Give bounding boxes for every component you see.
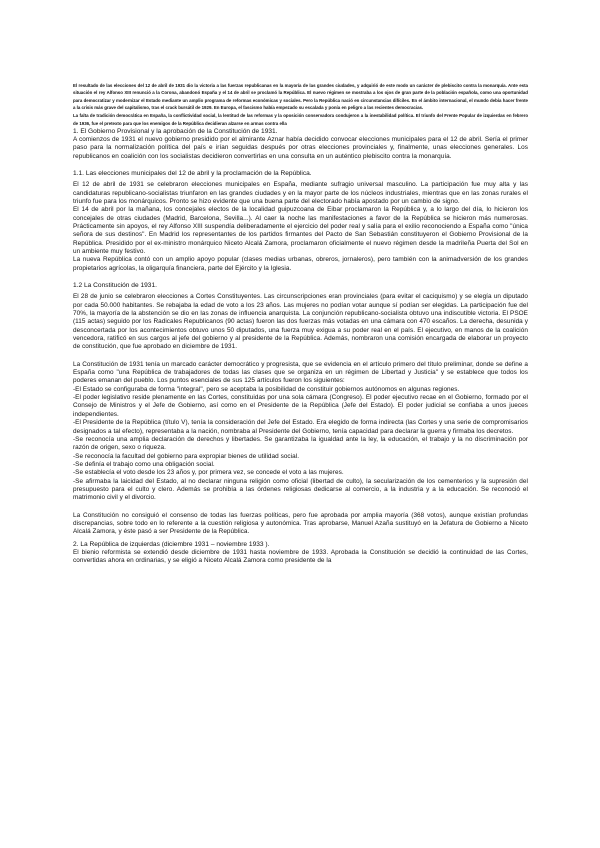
section-1-1 (73, 170, 528, 273)
paragraph: El 12 de abril de 1931 se celebraron elecciones municipales en España, mediante sufragio universal masculino. La participación fue muy alta y las candidaturas republicano-socialistas triunfaron en las grandes ciudades y en la mayor parte de los núcleos industriales, mientras que en las zonas rurales el triunfo fue para los monárquicos. Pronto se hizo evidente que una buena parte del electorado había apostado por un cambio de signo. (73, 181, 528, 206)
section-heading: 2. La República de izquierdas (diciembre 1931 – noviembre 1933 ). (73, 540, 270, 548)
paragraph: La nueva República contó con un amplio apoyo popular (clases medias urbanas, obreros, jornaleros), pero también con la animadversión de los grandes propietarios agrícolas, la oligarquía financiera, parte del Ejército y la Iglesia. (73, 256, 528, 272)
paragraph: El bienio reformista se extendió desde diciembre de 1931 hasta noviembre de 1933. Aprobada la Constitución se decidió la continuidad de las Cortes, convertidas ahora en ordinarias, y se eligió a Niceto Alcalá Zamora como presidente de la (73, 548, 528, 565)
paragraph: La Constitución de 1931 tenía un marcado carácter democrático y progresista, que se evidencia en el artículo primero del título preliminar, donde se define a España como "una República de trabajadores de todas las clases que se organiza en un régimen de Libertad y Justicia" y se establece que todos los poderes emanan del pueblo. Los puntos esenciales de sus 125 artículos fueron los siguientes: (73, 360, 528, 385)
list-item: -El poder legislativo reside plenamente en las Cortes, constituidas por una sola cámara (Congreso). El poder ejecutivo recae en el Gobierno, formado por el Consejo de Ministros y el Jefe de Gobierno, así como en el Presidente de la República (Jefe del Estado). El poder judicial se confiaba a unos jueces independientes. (73, 394, 528, 418)
paragraph: La Constitución no consiguió el consenso de todas las fuerzas políticas, pero fue aprobada por amplia mayoría (368 votos), aunque existían profundas discrepancias, sobre todo en lo referente a la cuestión religiosa y autonómica. Tras aprobarse, Manuel Azaña sustituyó en la Jefatura de Gobierno a Niceto Alcalá Zamora, y éste pasó a ser Presidente de la República. (73, 511, 528, 536)
list-item: -Se establecía el voto desde los 23 años y, por primera vez, se concede el voto a las mujeres. (73, 469, 344, 477)
list-item: -Se definía el trabajo como una obligación social. (73, 460, 215, 468)
section-2 (73, 541, 528, 566)
list-item: -Se afirmaba la laicidad del Estado, al no declarar ninguna religión como oficial (libertad de culto), la secularización de los cementerios y la supresión del presupuesto para el culto y clero. Además se prohibía a las órdenes religiosas dedicarse al comercio, a la industria y a la educación. Se reconoció el matrimonio civil y el divorcio. (73, 477, 528, 502)
section-1-2 (73, 282, 528, 536)
paragraph: El 14 de abril por la mañana, los concejales electos de la localidad guipuzcoana de Eibar proclamaron la República y, a lo largo del día, lo hicieron los concejales de otras ciudades (Madrid, Barcelona, Sevilla...). Al caer la noche las manifestaciones a favor de la República se hicieron más numerosas. Prácticamente sin apoyos, el rey Alfonso XIII suspendía deliberadamente el ejercicio del poder real y salía para el exilio reconociendo a España como "única señora de sus destinos". En Madrid los representantes de los partidos firmantes del Pacto de San Sebastián constituyeron el Gobierno Provisional de la República. Presidido por el ex-ministro monárquico Niceto Alcalá Zamora, proclamaron oficialmente el nuevo régimen desde la madrileña Puerta del Sol en un ambiente muy festivo. (73, 206, 528, 256)
section-heading: 1. El Gobierno Provisional y la aprobación de la Constitución de 1931. (73, 127, 278, 135)
intro-paragraph: La falta de tradición democrática en España, la conflictividad social, la lentitud de las reformas y la oposición conservadora condujeron a la inestabilidad política. El triunfo del Frente Popular de izquierdas en febrero de 1936, fue el pretexto para que los enemigos de la República decidieran alzarse en armas contra ella (73, 113, 528, 126)
intro-paragraph: El resultado de las elecciones del 12 de abril de 1931 dio la victoria a las fuerzas republicanas en la mayoría de las grandes ciudades, y adquirió de este modo un carácter de plebiscito contra la monarquía. Ante esta situación el rey Alfonso XIII renunció a la Corona, abandonó España y el 14 de abril se proclamó la República. El nuevo régimen se mostraba a los ojos de gran parte de la población española, como una oportunidad para democratizar y modernizar el Estado mediante un amplio programa de reformas económicas y sociales. Pero la República nació en circunstancias difíciles. En el ámbito internacional, el mundo debía hacer frente a la crisis más grave del capitalismo, tras el crack bursátil de 1929. En Europa, el fascismo había empezado su escalada y ponía en peligro a las recientes democracias. (73, 83, 528, 111)
section-heading: 1.2 La Constitución de 1931. (73, 282, 157, 290)
document-content (73, 82, 528, 566)
introduction (73, 82, 528, 127)
list-item: -Se reconocía una amplia declaración de derechos y libertades. Se garantizaba la igualdad ante la ley, la educación, el trabajo y la no discriminación por razón de origen, sexo o riqueza. (73, 435, 528, 452)
list-item: -El Presidente de la República (título V), tenía la consideración del Jefe del Estado. Era elegido de forma indirecta (las Cortes y una serie de compromisarios designados a tal efecto), representaba a la nación, nombraba al Presidente del Gobierno, tenía capacidad para declarar la guerra y firmaba los decretos. (73, 419, 528, 435)
section-1 (73, 128, 528, 161)
paragraph: A comienzos de 1931 el nuevo gobierno presidido por el almirante Aznar había decidido convocar elecciones municipales para el 12 de abril. Sería el primer paso para la normalización política del país e irían seguidas después por otras elecciones provinciales y, finalmente, unas elecciones generales. Los republicanos en coalición con los socialistas decidieron convertirlas en una consulta en un auténtico plebiscito contra la monarquía. (73, 136, 528, 160)
section-heading: 1.1. Las elecciones municipales del 12 de abril y la proclamación de la República. (73, 170, 312, 178)
list-item: -Se reconocía la facultad del gobierno para expropiar bienes de utilidad social. (73, 452, 300, 460)
paragraph: El 28 de junio se celebraron elecciones a Cortes Constituyentes. Las circunscripciones eran provinciales (para evitar el caciquismo) y se elegía un diputado por cada 50.000 habitantes. Se rebajaba la edad de voto a los 23 años. Las mujeres no podían votar aunque sí podían ser elegidas. La participación fue del 70%, la mayoría de la abstención se dio en las zonas de influencia anarquista. La conjunción republicano-socialista obtuvo una indiscutible victoria. El PSOE (115 actas) seguido por los Radicales Republicanos (90 actas) fueron las dos fuerzas más votadas en una cámara con 470 escaños. La derecha, desunida y desconcertada por los acontecimientos obtuvo unos 50 diputados, una fuerza muy exigua a su poder real en el país. El ejecutivo, en manos de la coalición vencedora, ratificó en sus cargos al jefe del gobierno y al presidente de la República. Además, nombraron una comisión encargada de elaborar un proyecto de constitución, que fue aprobado en diciembre de 1931. (73, 293, 528, 351)
list-item: -El Estado se configuraba de forma "integral", pero se aceptaba la posibilidad de constituir gobiernos autónomos en algunas regiones. (73, 385, 460, 393)
